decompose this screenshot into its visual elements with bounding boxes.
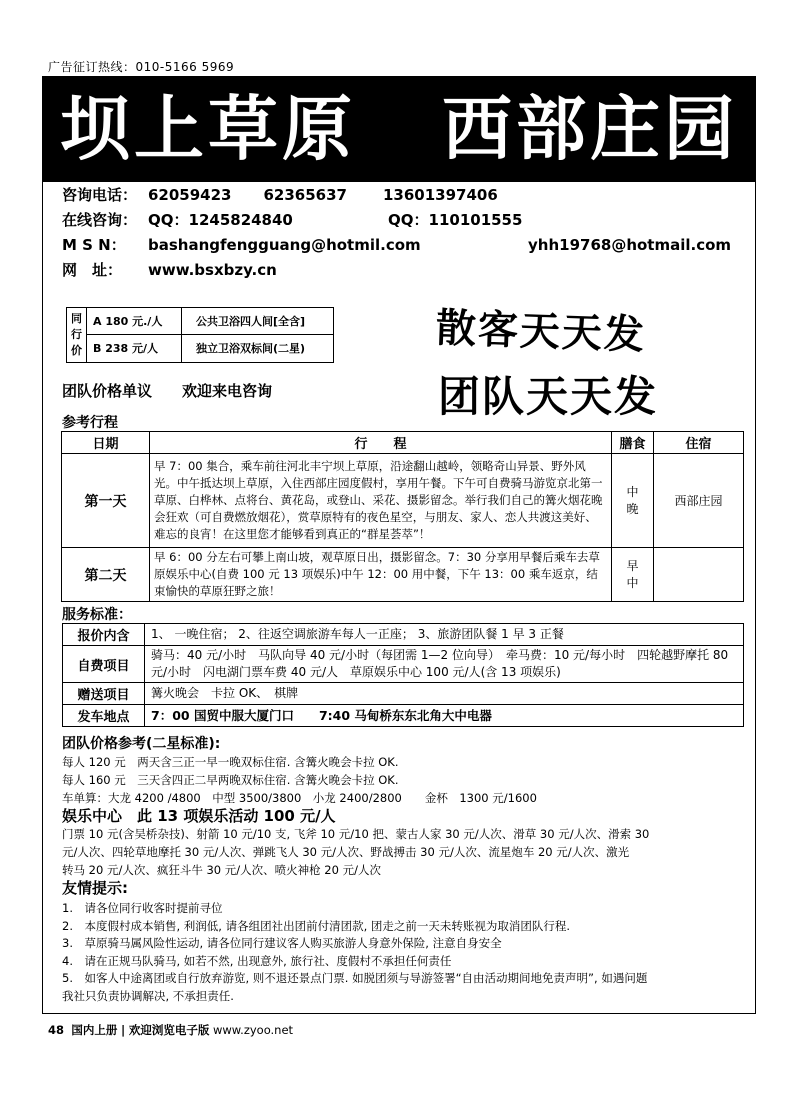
- price-row: [87, 335, 333, 362]
- itinerary-header-row: [62, 432, 744, 454]
- header-schedule: 行 程: [150, 432, 612, 454]
- peer-price-box: [66, 307, 334, 363]
- group-price-line: 车单算：大龙 4200 /4800 中型 3500/3800 小龙 2400/2800 金杯 1300 元/1600: [62, 791, 537, 805]
- online-label: 在线咨询：: [62, 211, 138, 229]
- footer-promo: 欢迎浏览电子版: [128, 1023, 210, 1037]
- group-price-lines: [62, 753, 537, 807]
- page-footer: [48, 1022, 293, 1038]
- footer-separator: |: [120, 1023, 126, 1037]
- room-type: 公共卫浴四人间[全含]: [181, 308, 333, 335]
- service-value: 篝火晚会 卡拉 OK、 棋牌: [145, 683, 744, 705]
- day-label: 第二天: [62, 548, 150, 602]
- phone-label: 咨询电话：: [62, 186, 138, 204]
- contact-msn-row: [62, 234, 749, 255]
- title-banner: [42, 76, 756, 182]
- contact-phone-row: [62, 184, 516, 205]
- service-label: 赠送项目: [63, 683, 145, 705]
- web-label: 网 址：: [62, 261, 123, 279]
- service-label: 自费项目: [63, 646, 145, 683]
- table-row: [63, 646, 744, 683]
- phone-number: 62365637: [263, 186, 347, 204]
- header-lodging: 住宿: [654, 432, 744, 454]
- list-item: 我社只负责协调解决, 不承担责任.: [62, 988, 234, 1003]
- room-type: 独立卫浴双标间(二星): [181, 335, 333, 362]
- service-value: 1、 一晚住宿； 2、往返空调旅游车每人一正座； 3、旅游团队餐 1 早 3 正餐: [145, 624, 744, 646]
- qq-number: QQ：1245824840: [148, 211, 293, 229]
- footer-section: 国内上册: [71, 1023, 118, 1037]
- itinerary-table: [61, 431, 744, 602]
- banner-title-left: 坝上草原: [60, 88, 356, 170]
- entertainment-line: 转马 20 元/人次、疯狂斗牛 30 元/人次、喷火神枪 20 元/人次: [62, 863, 381, 877]
- day-lodging: [654, 548, 744, 602]
- entertainment-title: 娱乐中心 此 13 项娱乐活动 100 元/人: [62, 807, 336, 825]
- group-price-title: 团队价格参考(二星标准):: [62, 736, 221, 752]
- contact-web-row: [62, 259, 295, 280]
- footer-url[interactable]: www.zyoo.net: [213, 1023, 294, 1037]
- itinerary-title: 参考行程: [62, 415, 118, 431]
- list-item: 2. 本度假村成本销售, 利润低, 请各组团社出团前付清团款, 团走之前一天未转账视为取消团队行程.: [62, 918, 571, 933]
- peer-price-side-label: 同 行 价: [67, 308, 87, 362]
- phone-number: 13601397406: [383, 186, 498, 204]
- header-date: 日期: [62, 432, 150, 454]
- day-lodging: 西部庄园: [654, 454, 744, 548]
- slogan-group: 团队天天发: [438, 372, 659, 421]
- group-price-line: 每人 120 元 两天含三正一早一晚双标住宿. 含篝火晚会卡拉 OK.: [62, 755, 399, 769]
- qq-number: QQ：110101555: [388, 211, 523, 229]
- banner-title-right: 西部庄园: [442, 88, 738, 170]
- entertainment-lines: [62, 825, 649, 879]
- group-price-line: 每人 160 元 三天含四正二早两晚双标住宿. 含篝火晚会卡拉 OK.: [62, 773, 399, 787]
- price-value: A 180 元./人: [93, 315, 163, 328]
- table-row: [62, 454, 744, 548]
- msn-address: yhh19768@hotmail.com: [528, 236, 732, 254]
- list-item: 5. 如客人中途离团或自行放弃游览, 则不退还景点门票. 如脱团须与导游签署“自由活动期间地免责声明”, 如遇问题: [62, 971, 648, 985]
- day-label: 第一天: [62, 454, 150, 548]
- list-item: 4. 请在正规马队骑马, 如若不然, 出现意外, 旅行社、度假村不承担任何责任: [62, 953, 452, 968]
- page-number: 48: [48, 1023, 65, 1037]
- day-meals: 早 中: [612, 548, 654, 602]
- entertainment-line: 元/人次、四轮草地摩托 30 元/人次、弹跳飞人 30 元/人次、野战搏击 30 元/人次、流星炮车 20 元/人次、激光: [62, 845, 630, 859]
- contact-online-row: [62, 209, 540, 230]
- tips-list: [62, 900, 647, 1005]
- service-label: 报价内含: [63, 624, 145, 646]
- day-schedule: 早 6：00 分左右可攀上南山坡，观草原日出，摄影留念。7：30 分享用早餐后乘车去草原娱乐中心(自费 100 元 13 项娱乐)中午 12：00 用中餐，下午 13：00 乘车返京，结束愉快的草原狂野之旅！: [150, 548, 612, 602]
- service-value: 7：00 国贸中服大厦门口 7:40 马甸桥东东北角大中电器: [145, 705, 744, 727]
- entertainment-line: 门票 10 元(含吴桥杂技)、射箭 10 元/10 支, 飞斧 10 元/10 把、蒙古人家 30 元/人次、滑草 30 元/人次、滑索 30: [62, 827, 650, 841]
- price-value: B 238 元/人: [93, 342, 159, 355]
- slogan-individual: 散客天天发: [435, 304, 647, 359]
- price-row: [87, 308, 333, 335]
- list-item: 1. 请各位同行收客时提前寻位: [62, 901, 223, 915]
- msn-label: M S N：: [62, 236, 126, 254]
- service-label: 发车地点: [63, 705, 145, 727]
- service-table: [62, 623, 744, 727]
- group-price-note: 团队价格单议 欢迎来电咨询: [62, 382, 273, 400]
- header-meals: 膳食: [612, 432, 654, 454]
- msn-address: bashangfengguang@hotmil.com: [148, 236, 421, 254]
- tips-title: 友情提示:: [62, 879, 128, 897]
- service-title: 服务标准：: [62, 607, 132, 623]
- service-value: 骑马：40 元/小时 马队向导 40 元/小时（每团需 1—2 位向导） 牵马费：10 元/每小时 四轮越野摩托 80 元/小时 闪电湖门票车费 40 元/人 草原娱乐中心 100 元/人(含 13 项娱乐): [145, 646, 744, 683]
- website-link[interactable]: www.bsxbzy.cn: [148, 261, 277, 279]
- table-row: [63, 705, 744, 727]
- table-row: [62, 548, 744, 602]
- table-row: [63, 683, 744, 705]
- table-row: [63, 624, 744, 646]
- ad-hotline: 广告征订热线：010-5166 5969: [48, 60, 235, 74]
- phone-number: 62059423: [148, 186, 232, 204]
- day-schedule: 早 7：00 集合，乘车前往河北丰宁坝上草原，沿途翻山越岭，领略奇山异景、野外风光。中午抵达坝上草原，入住西部庄园度假村，享用午餐。下午可自费骑马游览京北第一草原、白桦林、点将台、黄花岛，或登山、采花、摄影留念。举行我们自己的篝火烟花晚会狂欢（可自费燃放烟花），赏草原特有的夜色星空，与朋友、家人、恋人共渡这美好、难忘的良宵！在这里您才能够看到真正的“群星荟萃”！: [150, 454, 612, 548]
- list-item: 3. 草原骑马属风险性运动, 请各位同行建议客人购买旅游人身意外保险, 注意自身安全: [62, 936, 502, 950]
- day-meals: 中 晚: [612, 454, 654, 548]
